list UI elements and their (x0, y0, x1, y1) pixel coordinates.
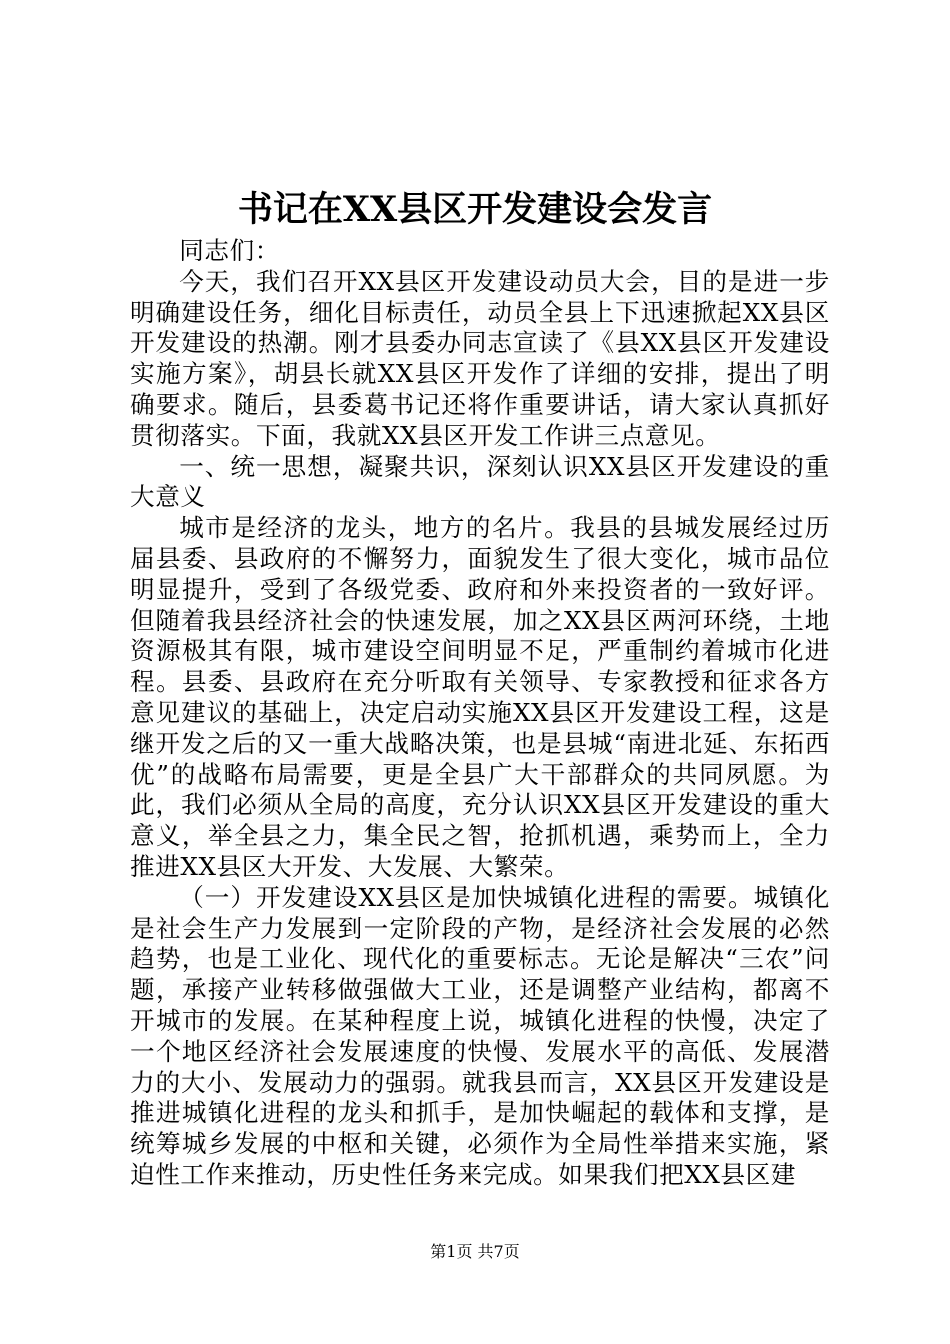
document-body (130, 236, 830, 1191)
section-heading-1: 一、统一思想，凝聚共识，深刻认识XX县区开发建设的重大意义 (130, 451, 830, 512)
document-title: 书记在XX县区开发建设会发言 (237, 189, 713, 230)
body-paragraph: 城市是经济的龙头，地方的名片。我县的县城发展经过历届县委、县政府的不懈努力，面貌发生了很大变化，城市品位明显提升，受到了各级党委、政府和外来投资者的一致好评。但随着我县经济社会的快速发展，加之XX县区两河环绕，土地资源极其有限，城市建设空间明显不足，严重制约着城市化进程。县委、县政府在充分听取有关领导、专家教授和征求各方意见建议的基础上，决定启动实施XX县区开发建设工程，这是继开发之后的又一重大战略决策，也是县城“南进北延、东拓西优”的战略布局需要，更是全县广大干部群众的共同夙愿。为此，我们必须从全局的高度，充分认识XX县区开发建设的重大意义，举全县之力，集全民之智，抢抓机遇，乘势而上，全力推进XX县区大开发、大发展、大繁荣。 (130, 513, 830, 881)
intro-paragraph: 今天，我们召开XX县区开发建设动员大会，目的是进一步明确建设任务，细化目标责任，动员全县上下迅速掀起XX县区开发建设的热潮。刚才县委办同志宣读了《县XX县区开发建设实施方案》，胡县长就XX县区开发作了详细的安排，提出了明确要求。随后，县委葛书记还将作重要讲话，请大家认真抓好贯彻落实。下面，我就XX县区开发工作讲三点意见。 (130, 266, 830, 450)
subsection-paragraph-1: （一）开发建设XX县区是加快城镇化进程的需要。城镇化是社会生产力发展到一定阶段的产物，是经济社会发展的必然趋势，也是工业化、现代化的重要标志。无论是解决“三农”问题，承接产业转移做强做大工业，还是调整产业结构，都离不开城市的发展。在某种程度上说，城镇化进程的快慢，决定了一个地区经济社会发展速度的快慢、发展水平的高低、发展潜力的大小、发展动力的强弱。就我县而言，XX县区开发建设是推进城镇化进程的龙头和抓手，是加快崛起的载体和支撑，是统筹城乡发展的中枢和关键，必须作为全局性举措来实施，紧迫性工作来推动，历史性任务来完成。如果我们把XX县区建 (130, 882, 830, 1189)
page-number-footer: 第1页 共7页 (430, 1242, 520, 1261)
salutation-paragraph: 同志们： (179, 236, 280, 265)
